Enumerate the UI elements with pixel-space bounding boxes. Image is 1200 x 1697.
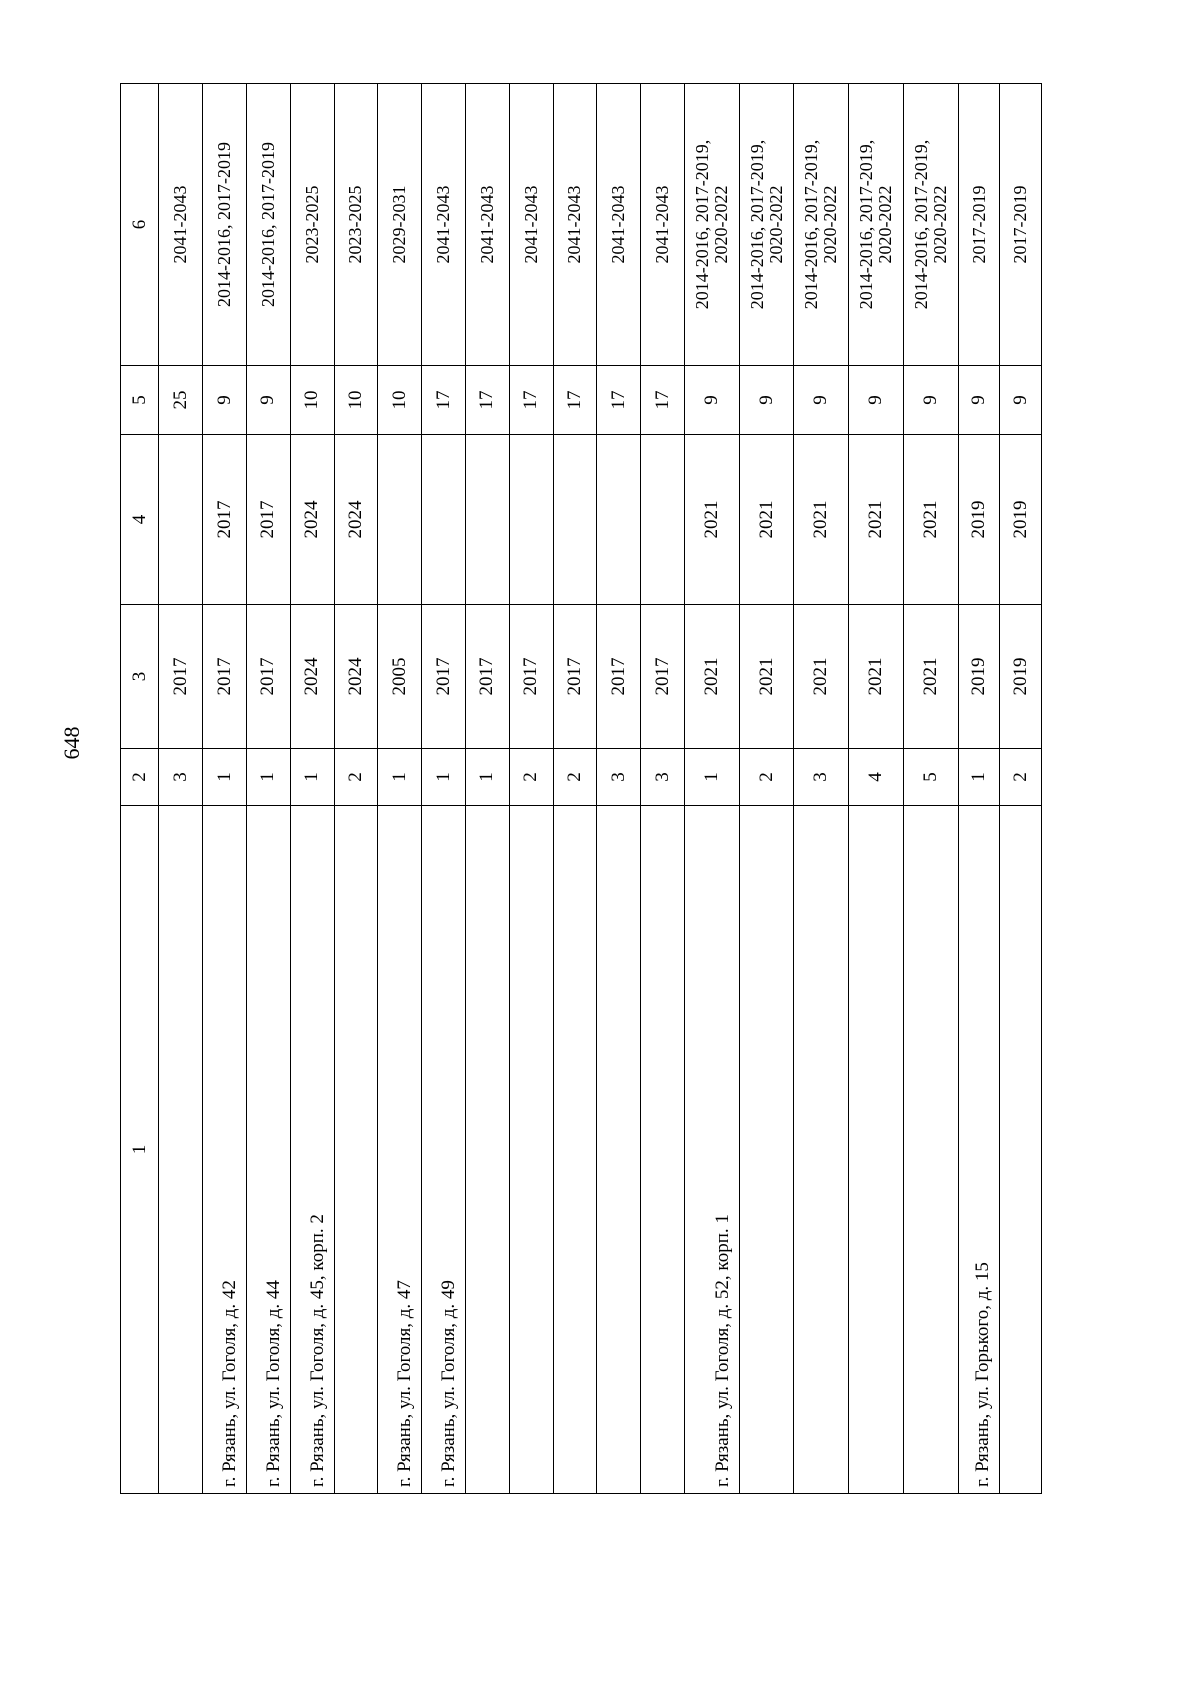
table-row [422,84,466,1494]
table-row [849,84,904,1494]
period-cell: 2017-2019 [958,84,1000,366]
period-cell: 2041-2043 [597,84,641,366]
page-number: 648 [59,726,84,760]
repair-year-cell: 2017 [203,435,247,605]
table-row [203,84,247,1494]
address-cell: г. Рязань, ул. Горького, д. 15 [958,806,1000,1494]
repair-year-cell: 2021 [903,435,958,605]
table-row [739,84,794,1494]
year-cell: 2017 [465,605,509,749]
floors-cell: 9 [1000,366,1042,435]
floors-cell: 9 [794,366,849,435]
floors-cell: 9 [739,366,794,435]
repair-year-cell: 2021 [739,435,794,605]
period-line-2: 2020-2022 [710,185,731,264]
address-cell: г. Рязань, ул. Гоголя, д. 44 [246,806,290,1494]
repair-year-cell: 2021 [849,435,904,605]
repair-year-cell: 2021 [794,435,849,605]
floors-cell: 25 [159,366,203,435]
table-row [1000,84,1042,1494]
schedule-table [120,83,1042,1494]
entrance-cell: 1 [684,749,739,806]
address-cell [334,806,378,1494]
entrance-cell: 3 [159,749,203,806]
repair-year-cell [597,435,641,605]
entrance-cell: 1 [290,749,334,806]
repair-year-cell: 2024 [290,435,334,605]
address-cell [794,806,849,1494]
floors-cell: 10 [334,366,378,435]
period-cell: 2017-2019 [1000,84,1042,366]
period-line-2: 2020-2022 [875,185,896,264]
period-line-2: 2020-2022 [765,185,786,264]
repair-year-cell [378,435,422,605]
table-row [958,84,1000,1494]
entrance-cell: 2 [334,749,378,806]
entrance-cell: 2 [739,749,794,806]
floors-cell: 17 [553,366,597,435]
floors-cell: 9 [903,366,958,435]
entrance-cell: 2 [509,749,553,806]
period-cell [903,84,958,366]
entrance-cell: 5 [903,749,958,806]
entrance-cell: 2 [1000,749,1042,806]
repair-year-cell [159,435,203,605]
repair-year-cell [422,435,466,605]
table-row [641,84,685,1494]
year-cell: 2017 [422,605,466,749]
address-cell: г. Рязань, ул. Гоголя, д. 47 [378,806,422,1494]
year-cell: 2005 [378,605,422,749]
table-row [290,84,334,1494]
table-row [159,84,203,1494]
col-header-4: 4 [121,435,159,605]
year-cell: 2017 [641,605,685,749]
entrance-cell: 1 [378,749,422,806]
year-cell: 2017 [203,605,247,749]
period-cell [849,84,904,366]
entrance-cell: 3 [597,749,641,806]
table-row [794,84,849,1494]
floors-cell: 17 [422,366,466,435]
year-cell: 2019 [1000,605,1042,749]
period-cell [739,84,794,366]
entrance-cell: 1 [465,749,509,806]
repair-year-cell [553,435,597,605]
year-cell: 2024 [334,605,378,749]
period-cell: 2014-2016, 2017-2019 [203,84,247,366]
year-cell: 2021 [684,605,739,749]
year-cell: 2017 [597,605,641,749]
col-header-3: 3 [121,605,159,749]
entrance-cell: 1 [203,749,247,806]
col-header-6: 6 [121,84,159,366]
period-line-2: 2020-2022 [929,185,950,264]
year-cell: 2021 [794,605,849,749]
floors-cell: 17 [597,366,641,435]
period-cell: 2041-2043 [422,84,466,366]
entrance-cell: 1 [246,749,290,806]
floors-cell: 10 [290,366,334,435]
year-cell: 2017 [246,605,290,749]
year-cell: 2017 [553,605,597,749]
period-cell: 2041-2043 [641,84,685,366]
table-row [684,84,739,1494]
col-header-1: 1 [121,806,159,1494]
repair-year-cell [641,435,685,605]
period-cell: 2014-2016, 2017-2019 [246,84,290,366]
floors-cell: 9 [958,366,1000,435]
floors-cell: 17 [465,366,509,435]
address-cell [553,806,597,1494]
address-cell [159,806,203,1494]
year-cell: 2021 [739,605,794,749]
floors-cell: 10 [378,366,422,435]
year-cell: 2021 [903,605,958,749]
table-row [246,84,290,1494]
table-row [378,84,422,1494]
year-cell: 2024 [290,605,334,749]
period-cell: 2041-2043 [159,84,203,366]
year-cell: 2017 [509,605,553,749]
period-cell: 2023-2025 [290,84,334,366]
entrance-cell: 4 [849,749,904,806]
floors-cell: 9 [203,366,247,435]
entrance-cell: 2 [553,749,597,806]
period-line-1: 2014-2016, 2017-2019, [856,139,877,310]
table-row [903,84,958,1494]
col-header-2: 2 [121,749,159,806]
period-cell: 2041-2043 [465,84,509,366]
repair-year-cell [509,435,553,605]
repair-year-cell: 2017 [246,435,290,605]
header-row [121,84,159,1494]
entrance-cell: 3 [641,749,685,806]
repair-year-cell: 2019 [1000,435,1042,605]
repair-year-cell [465,435,509,605]
year-cell: 2019 [958,605,1000,749]
address-cell [509,806,553,1494]
address-cell: г. Рязань, ул. Гоголя, д. 52, корп. 1 [684,806,739,1494]
floors-cell: 9 [849,366,904,435]
floors-cell: 17 [641,366,685,435]
year-cell: 2017 [159,605,203,749]
table-row [465,84,509,1494]
address-cell: г. Рязань, ул. Гоголя, д. 45, корп. 2 [290,806,334,1494]
period-cell: 2041-2043 [553,84,597,366]
table-row [597,84,641,1494]
address-cell [641,806,685,1494]
period-line-2: 2020-2022 [820,185,841,264]
floors-cell: 9 [684,366,739,435]
repair-year-cell: 2021 [684,435,739,605]
period-cell: 2023-2025 [334,84,378,366]
address-cell [739,806,794,1494]
period-line-1: 2014-2016, 2017-2019, [691,139,712,310]
address-cell [903,806,958,1494]
entrance-cell: 3 [794,749,849,806]
col-header-5: 5 [121,366,159,435]
table-row [553,84,597,1494]
period-cell [684,84,739,366]
address-cell: г. Рязань, ул. Гоголя, д. 42 [203,806,247,1494]
address-cell: г. Рязань, ул. Гоголя, д. 49 [422,806,466,1494]
repair-year-cell: 2024 [334,435,378,605]
floors-cell: 9 [246,366,290,435]
period-line-1: 2014-2016, 2017-2019, [910,139,931,310]
entrance-cell: 1 [958,749,1000,806]
address-cell [465,806,509,1494]
address-cell [1000,806,1042,1494]
entrance-cell: 1 [422,749,466,806]
table-row [509,84,553,1494]
period-cell [794,84,849,366]
year-cell: 2021 [849,605,904,749]
rotated-table-container [120,84,1042,1494]
repair-year-cell: 2019 [958,435,1000,605]
period-line-1: 2014-2016, 2017-2019, [746,139,767,310]
address-cell [849,806,904,1494]
address-cell [597,806,641,1494]
period-cell: 2029-2031 [378,84,422,366]
floors-cell: 17 [509,366,553,435]
table-row [334,84,378,1494]
period-line-1: 2014-2016, 2017-2019, [801,139,822,310]
period-cell: 2041-2043 [509,84,553,366]
